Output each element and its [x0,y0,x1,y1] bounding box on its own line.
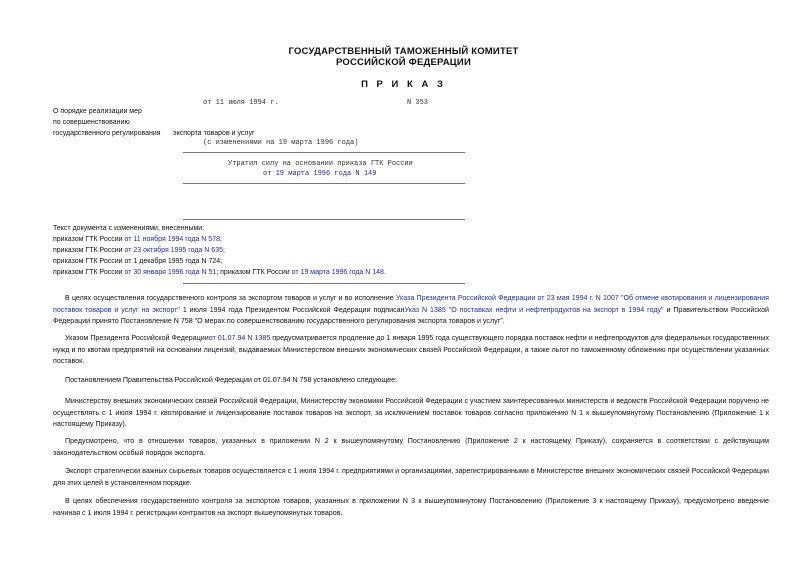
amendment-link-1[interactable]: от 11 ноября 1994 года N 578 [124,236,220,243]
paragraph-2 [53,333,769,368]
paragraph-6: Экспорт стратегически важных сырьевых товаров осуществляется с 1 июля 1994 г. предприятиями и организациями, зарегистрированными в Министерстве внешних экономических связей Российской Федерации для этих целей в установленном порядке. [53,467,769,487]
decree-1385-link[interactable]: Указ N 1385 "О поставках нефти и нефтепродуктов на экспорт в 1994 году" [404,305,664,314]
amendment-row-4 [53,267,386,279]
paragraph-text: В целях осуществления государственного контроля за экспортом товаров и услуг и во исполнение [65,294,396,302]
divider [183,219,465,220]
decree-link[interactable]: от 01.07.94 N 1385 [208,334,271,342]
paragraph-text: 1 июля 1994 года Президентом Российской Федерации подписан [179,305,405,314]
amendment-row-3: приказом ГТК России от 1 декабря 1995 года N 724; [53,258,223,265]
document-type: П Р И К А З [361,79,446,90]
paragraph-1 [53,293,769,328]
amendment-suffix: ; [222,247,225,254]
amendment-suffix: ; [219,236,222,243]
subject-line-2: по совершенствованию [53,119,130,126]
invalid-note-link[interactable]: от 19 марта 1996 года N 149 [263,170,377,178]
document-number: N 353 [407,99,429,107]
amendment-suffix: . [383,269,386,276]
amendment-prefix: приказом ГТК России [53,269,125,276]
amendment-link-4[interactable]: от 30 января 1996 года N 51 [124,269,217,276]
divider [183,183,465,184]
paragraph-4: Министерству внешних экономических связей Российской Федерации, Министерству экономики Российской Федерации с участием заинтересованных министерств и ведомств Российской Федерации поручено не осуществлять с 1 июля 1994 г. квотирование и лицензирование поставок товаров на экспорт, за исключением поставок товаров согласно приложению N 1 к вышеупомянутому Постановлению (Приложение 1 к настоящему Приказу). [53,397,769,429]
amendment-prefix: приказом ГТК России [53,247,125,254]
document-date: от 11 июля 1994 г. [203,99,279,107]
amended-note: (с изменениями на 19 марта 1996 года) [203,139,359,147]
amendment-link-5[interactable]: от 19 марта 1996 года N 148 [291,269,384,276]
subject-line-1: О порядке реализации мер [53,108,142,115]
amendment-mid: ; приказом ГТК России [216,269,292,276]
invalid-note-line1: Утратил силу на основании приказа ГТК России [228,160,413,168]
amendment-row-2 [53,245,225,257]
paragraph-text: и Правительством Российской Федерации принято Постановление N 758 "О мерах по совершенствованию государственного регулирования экспорта товаров и услуг". [53,305,769,326]
paragraph-3: Постановлением Правительства Российской Федерации от 01.07.94 N 758 установлено следующее: [65,376,397,384]
paragraph-text: Указом Президента Российской Федерации [65,334,209,342]
divider [183,283,465,284]
subject-line-3a: государственного регулирования [53,130,161,137]
paragraph-5: Предусмотрено, что в отношении товаров, указанных в приложении N 2 к вышеупомянутому Постановлению (Приложение 2 к настоящему Приказу), сохраняется в соответствии с действующим законодательством особый порядок экспорта. [53,437,769,457]
org-name-line1: ГОСУДАРСТВЕННЫЙ ТАМОЖЕННЫЙ КОМИТЕТ [288,46,519,57]
amendments-intro: Текст документа с изменениями, внесенными: [53,225,205,232]
amendment-row-1 [53,234,222,246]
amendment-prefix: приказом ГТК России [53,236,125,243]
paragraph-text: предусматривается продление до 1 января 1995 года существующего порядка поставок нефти и нефтепродуктов для федеральных государственных нужд и по квотам предприятий на основании лицензий, выдаваемых Министерством внешних экономических связей Российской Федерации, а также льгот по таможенному обложению при осуществлении указанных поставок. [53,334,769,366]
decree-1007-link[interactable]: Указа Президента Российской Федерации от 23 мая 1994 г. N 1007 "Об отмене квотирования и лицензирования поставок товаров и услуг на экспорт" [53,294,770,314]
paragraph-7: В целях обеспечения государственного контроля за экспортом товаров, указанных в приложении N 3 к вышеупомянутому Постановлению (Приложение 3 к настоящему Приказу), предусмотрено введение начиная с 1 июля 1994 г. регистрации контрактов на экспорт вышеупомянутых товаров. [53,497,769,517]
org-name-line2: РОССИЙСКОЙ ФЕДЕРАЦИИ [335,57,471,68]
divider [183,152,465,153]
amendment-link-2[interactable]: от 23 октября 1995 года N 635 [124,247,223,254]
subject-line-3b: экспорта товаров и услуг [173,130,255,137]
